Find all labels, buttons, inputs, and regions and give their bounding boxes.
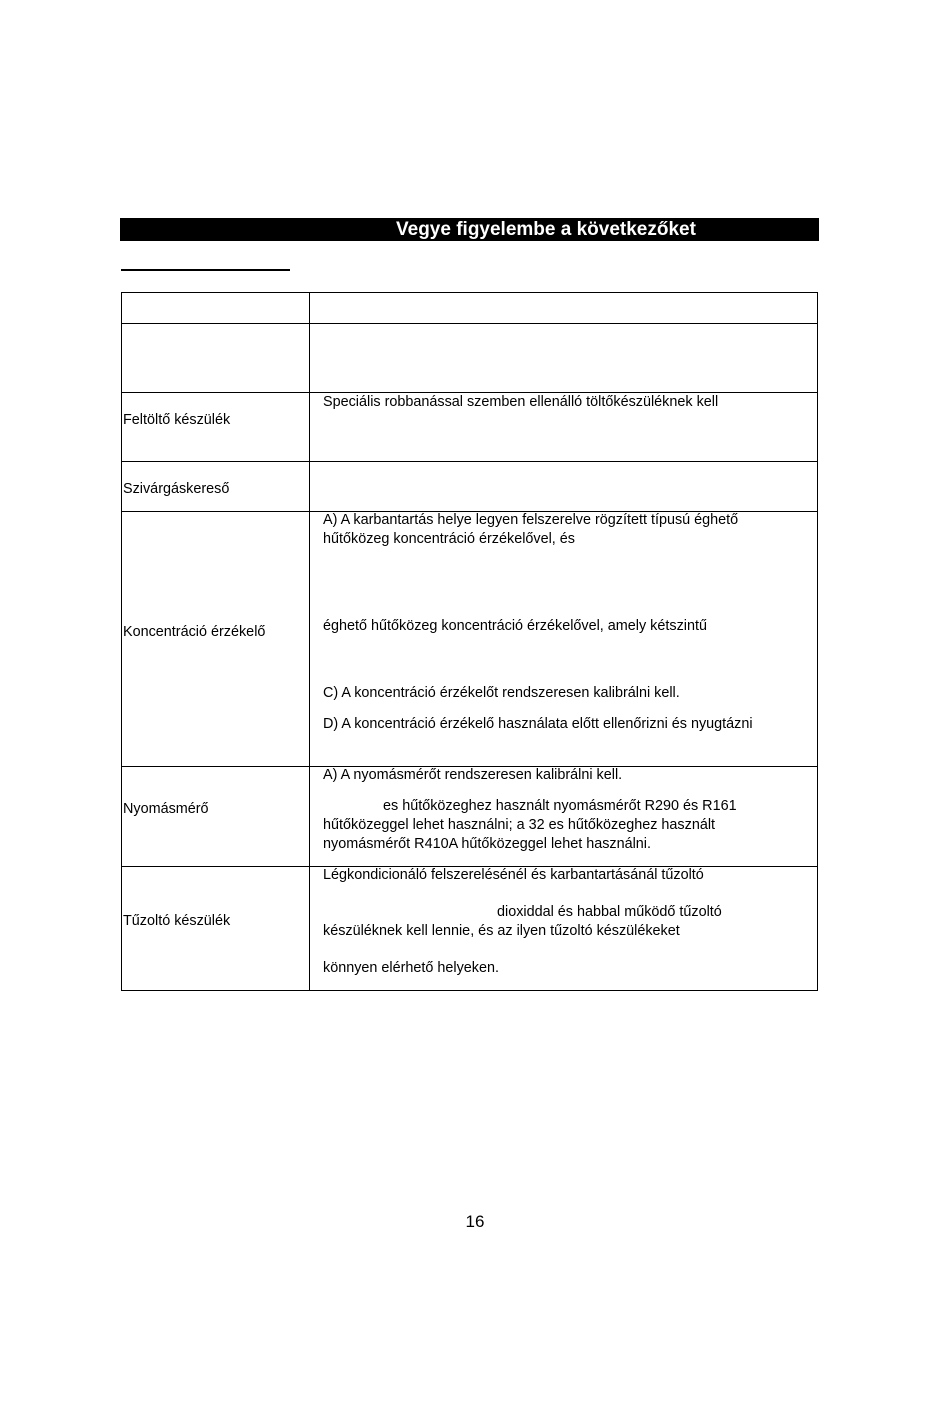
table-cell-line: es hűtőközeghez használt nyomásmérőt R290 és R161: [383, 798, 737, 814]
table-row-label: Koncentráció érzékelő: [123, 624, 266, 640]
table-row-label: Tűzoltó készülék: [123, 913, 231, 929]
table-cell-line: éghető hűtőközeg koncentráció érzékelővel, amely kétszintű: [323, 618, 707, 634]
table-row-label: Nyomásmérő: [123, 801, 209, 817]
table-cell-line: dioxiddal és habbal működő tűzoltó: [497, 904, 722, 920]
table-cell-line: hűtőközeggel lehet használni; a 32 es hűtőközeghez használt: [323, 817, 716, 833]
table-row-label: Feltöltő készülék: [123, 412, 231, 428]
table-row-divider: [122, 323, 817, 324]
table-cell-line: D) A koncentráció érzékelő használata előtt ellenőrizni és nyugtázni: [323, 716, 753, 732]
table-cell-line: Légkondicionáló felszerelésénél és karbantartásánál tűzoltó: [323, 867, 704, 883]
section-header-bar: [120, 218, 819, 241]
table-cell-line: könnyen elérhető helyeken.: [323, 960, 500, 976]
table-row-label: Szivárgáskereső: [123, 481, 230, 497]
table-cell-line: hűtőközeg koncentráció érzékelővel, és: [323, 531, 575, 547]
section-title: Vegye figyelembe a következőket: [396, 219, 696, 240]
table-cell-line: A) A nyomásmérőt rendszeresen kalibrálni kell.: [323, 767, 623, 783]
table-cell-line: Speciális robbanással szemben ellenálló töltőkészüléknek kell: [323, 394, 719, 410]
page-number: 16: [465, 1212, 485, 1231]
heading-underline: [121, 269, 290, 271]
table-column-divider: [309, 293, 310, 990]
table-cell-line: C) A koncentráció érzékelőt rendszeresen kalibrálni kell.: [323, 685, 680, 701]
table-cell-line: A) A karbantartás helye legyen felszerelve rögzített típusú éghető: [323, 512, 739, 528]
table-row-divider: [122, 461, 817, 462]
table-cell-line: készüléknek kell lennie, és az ilyen tűzoltó készülékeket: [323, 923, 680, 939]
table-cell-line: nyomásmérőt R410A hűtőközeggel lehet használni.: [323, 836, 651, 852]
